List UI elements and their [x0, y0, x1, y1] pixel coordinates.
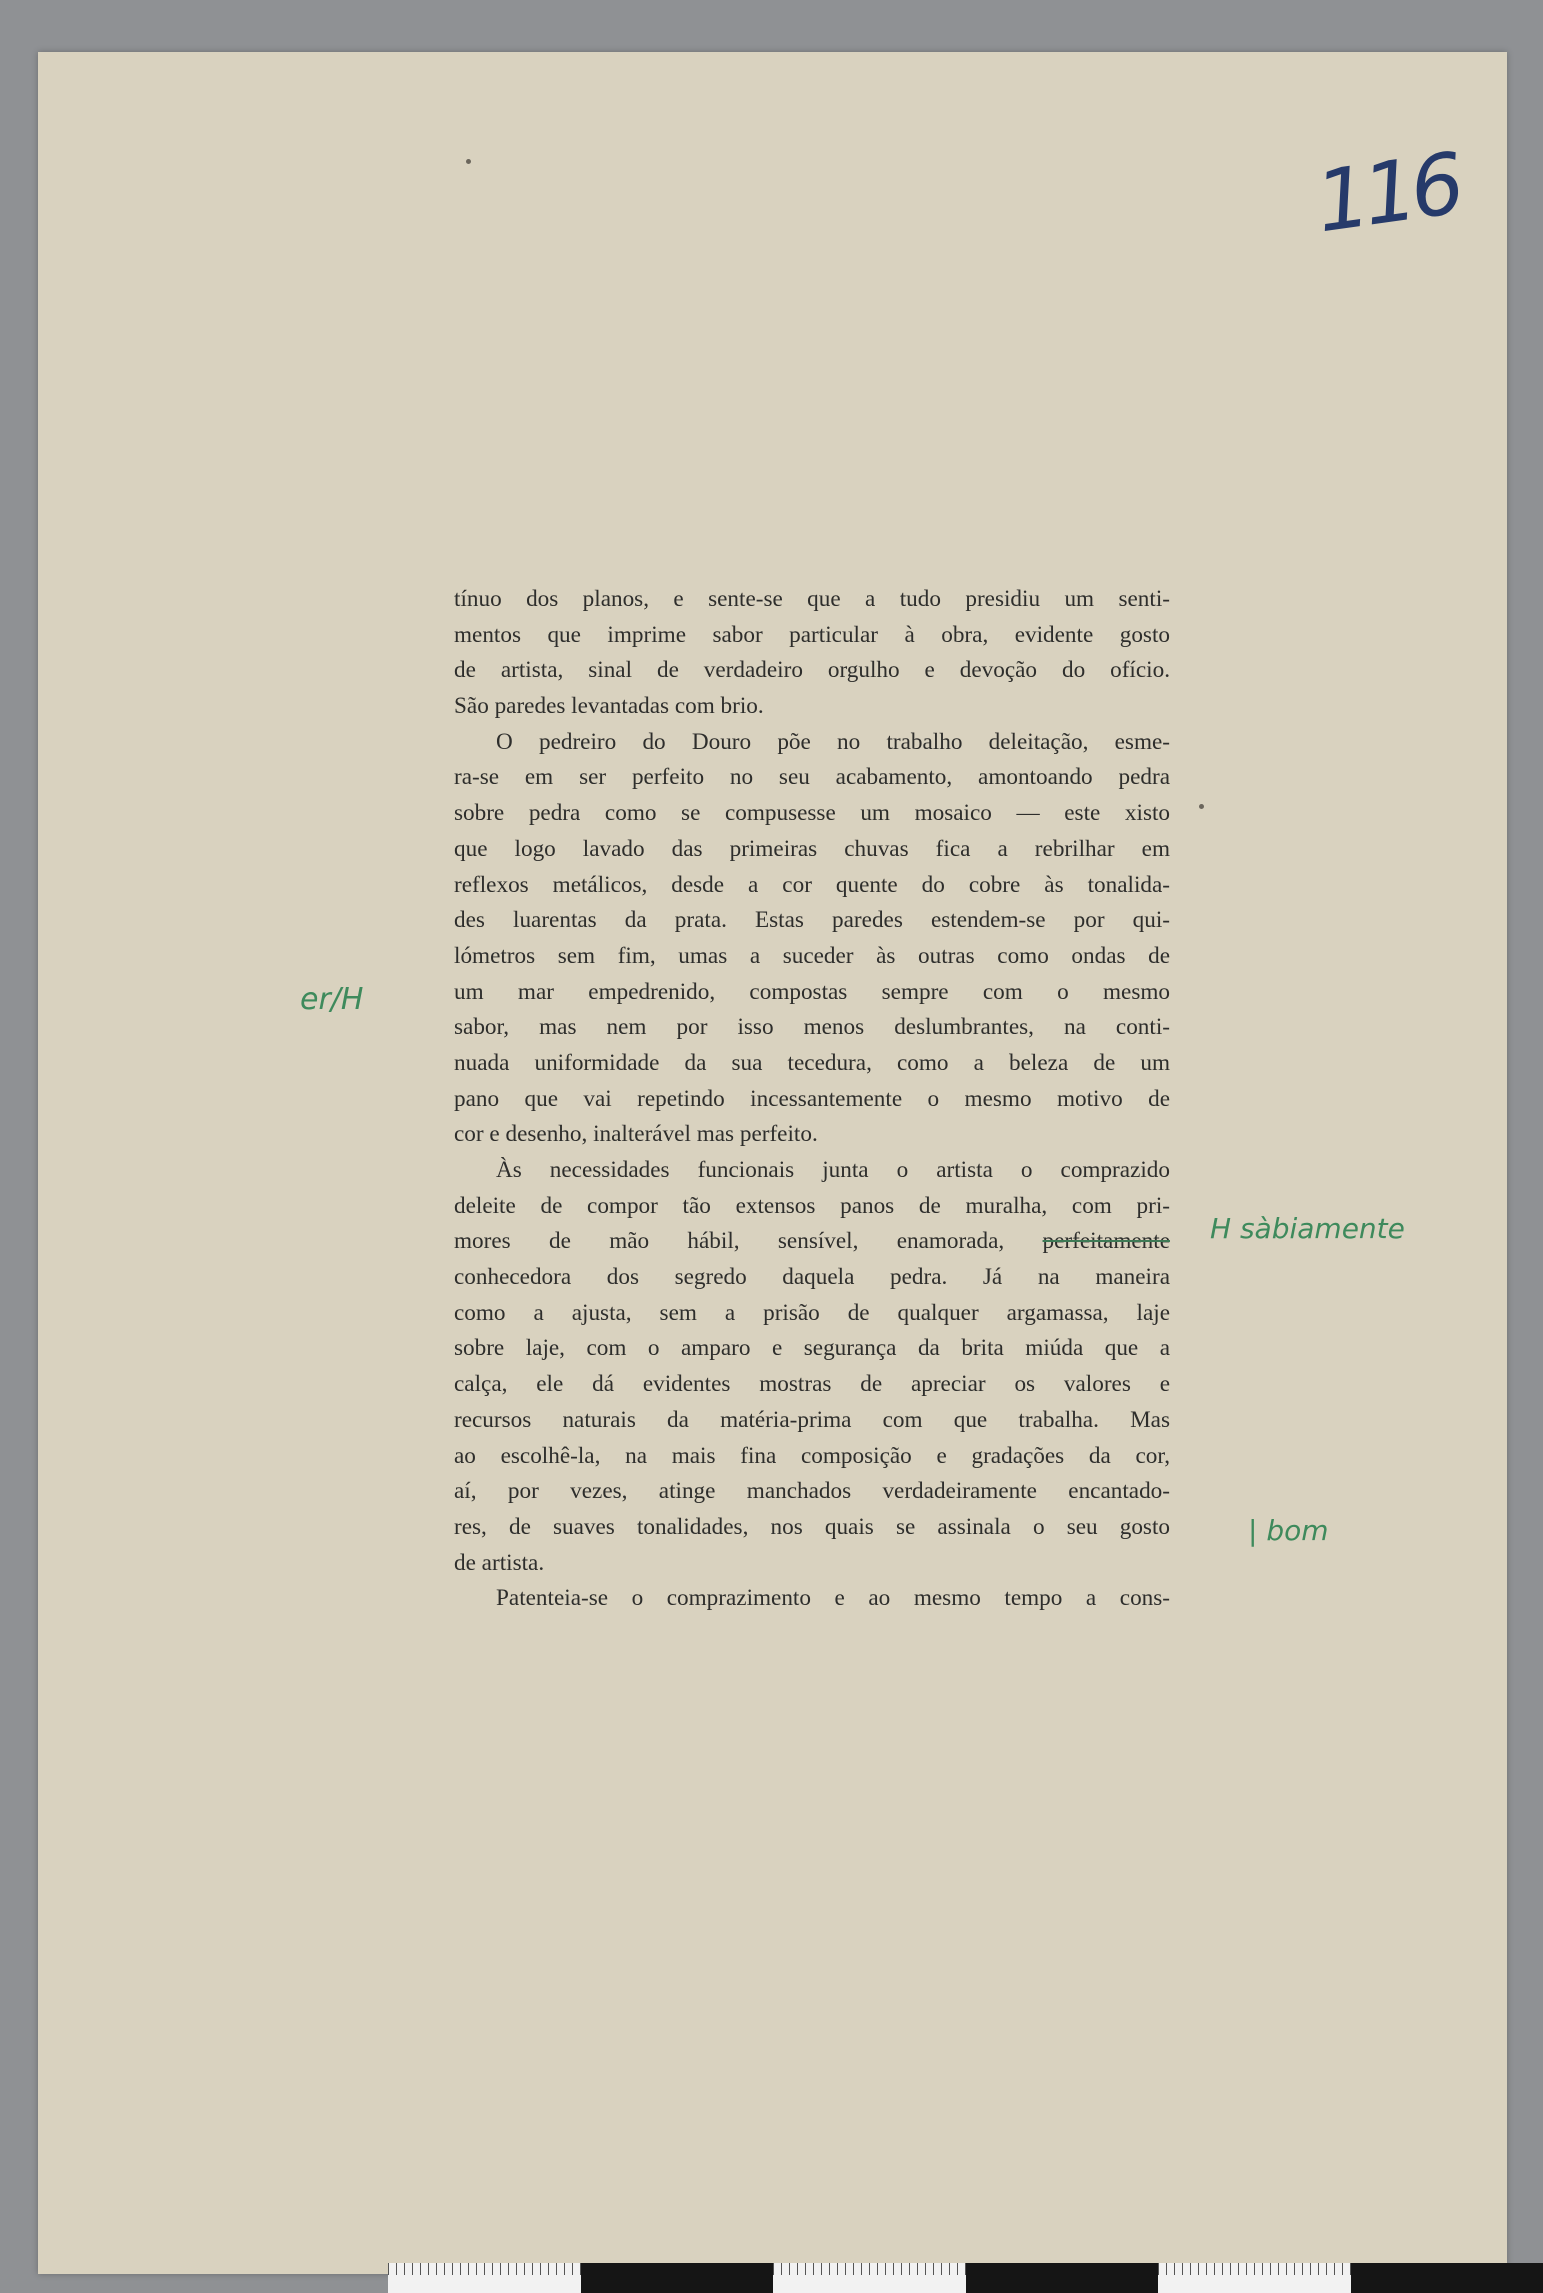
ruler-segment [1158, 2263, 1351, 2293]
margin-annotation-right: | bom [1248, 1514, 1329, 1547]
text-line: sobre pedra como se compusesse um mosaico — este xisto [454, 800, 1170, 827]
text-line: como a ajusta, sem a prisão de qualquer argamassa, laje [454, 1299, 1170, 1326]
text-line: res, de suaves tonalidades, nos quais se assinala o seu gosto [454, 1513, 1170, 1540]
text-fragment: mores de mão hábil, sensível, enamorada, [454, 1228, 1043, 1255]
text-line: de artista, sinal de verdadeiro orgulho e devoção do ofício. [454, 657, 1170, 684]
text-line: conhecedora dos segredo daquela pedra. Já na maneira [454, 1264, 1170, 1291]
text-line: Patenteia-se o comprazimento e ao mesmo tempo a cons- [496, 1585, 1170, 1612]
text-line-with-strikethrough [454, 1224, 1170, 1260]
text-line: des luarentas da prata. Estas paredes estendem-se por qui- [454, 907, 1170, 934]
page-number: 116 [1309, 134, 1465, 252]
text-line: ao escolhê-la, na mais fina composição e gradações da cor, [454, 1442, 1170, 1469]
ruler-segment [1351, 2263, 1543, 2293]
text-line: de artista. [454, 1549, 545, 1576]
text-line: que logo lavado das primeiras chuvas fica a rebrilhar em [454, 835, 1170, 862]
text-line: deleite de compor tão extensos panos de muralha, com pri- [454, 1192, 1170, 1219]
text-line: Às necessidades funcionais junta o artista o comprazido [496, 1157, 1170, 1183]
margin-annotation-right: H sàbiamente [1210, 1212, 1405, 1245]
text-line: ra-se em ser perfeito no seu acabamento, amontoando pedra [454, 764, 1170, 791]
text-line: sobre laje, com o amparo e segurança da brita miúda que a [454, 1335, 1170, 1362]
text-line: mentos que imprime sabor particular à obra, evidente gosto [454, 621, 1170, 648]
text-line: recursos naturais da matéria-prima com que trabalha. Mas [454, 1406, 1170, 1433]
ruler-segment [773, 2263, 966, 2293]
scale-ruler [388, 2263, 1543, 2293]
text-line: tínuo dos planos, e sente-se que a tudo presidiu um senti- [454, 586, 1170, 612]
paper-speck [466, 159, 471, 164]
text-line: sabor, mas nem por isso menos deslumbrantes, na conti- [454, 1014, 1170, 1041]
text-line: reflexos metálicos, desde a cor quente do cobre às tonalida- [454, 871, 1170, 898]
ruler-segment [581, 2263, 774, 2293]
text-line: São paredes levantadas com brio. [454, 693, 764, 720]
paper-speck [1199, 804, 1204, 809]
ruler-segment [388, 2263, 581, 2293]
text-line: aí, por vezes, atinge manchados verdadeiramente encantado- [454, 1478, 1170, 1505]
document-page [38, 52, 1507, 2274]
text-line: um mar empedrenido, compostas sempre com o mesmo [454, 978, 1170, 1005]
text-line: O pedreiro do Douro põe no trabalho deleitação, esme- [496, 728, 1170, 755]
body-text [454, 582, 1170, 1617]
text-line: cor e desenho, inalterável mas perfeito. [454, 1121, 818, 1148]
text-line: nuada uniformidade da sua tecedura, como a beleza de um [454, 1049, 1170, 1076]
margin-annotation-left: er/H [300, 982, 364, 1017]
ruler-segment [966, 2263, 1159, 2293]
text-line: lómetros sem fim, umas a suceder às outras como ondas de [454, 942, 1170, 969]
struck-word: perfeitamente [1042, 1228, 1170, 1255]
text-line: calça, ele dá evidentes mostras de apreciar os valores e [454, 1371, 1170, 1398]
text-line: pano que vai repetindo incessantemente o mesmo motivo de [454, 1085, 1170, 1112]
